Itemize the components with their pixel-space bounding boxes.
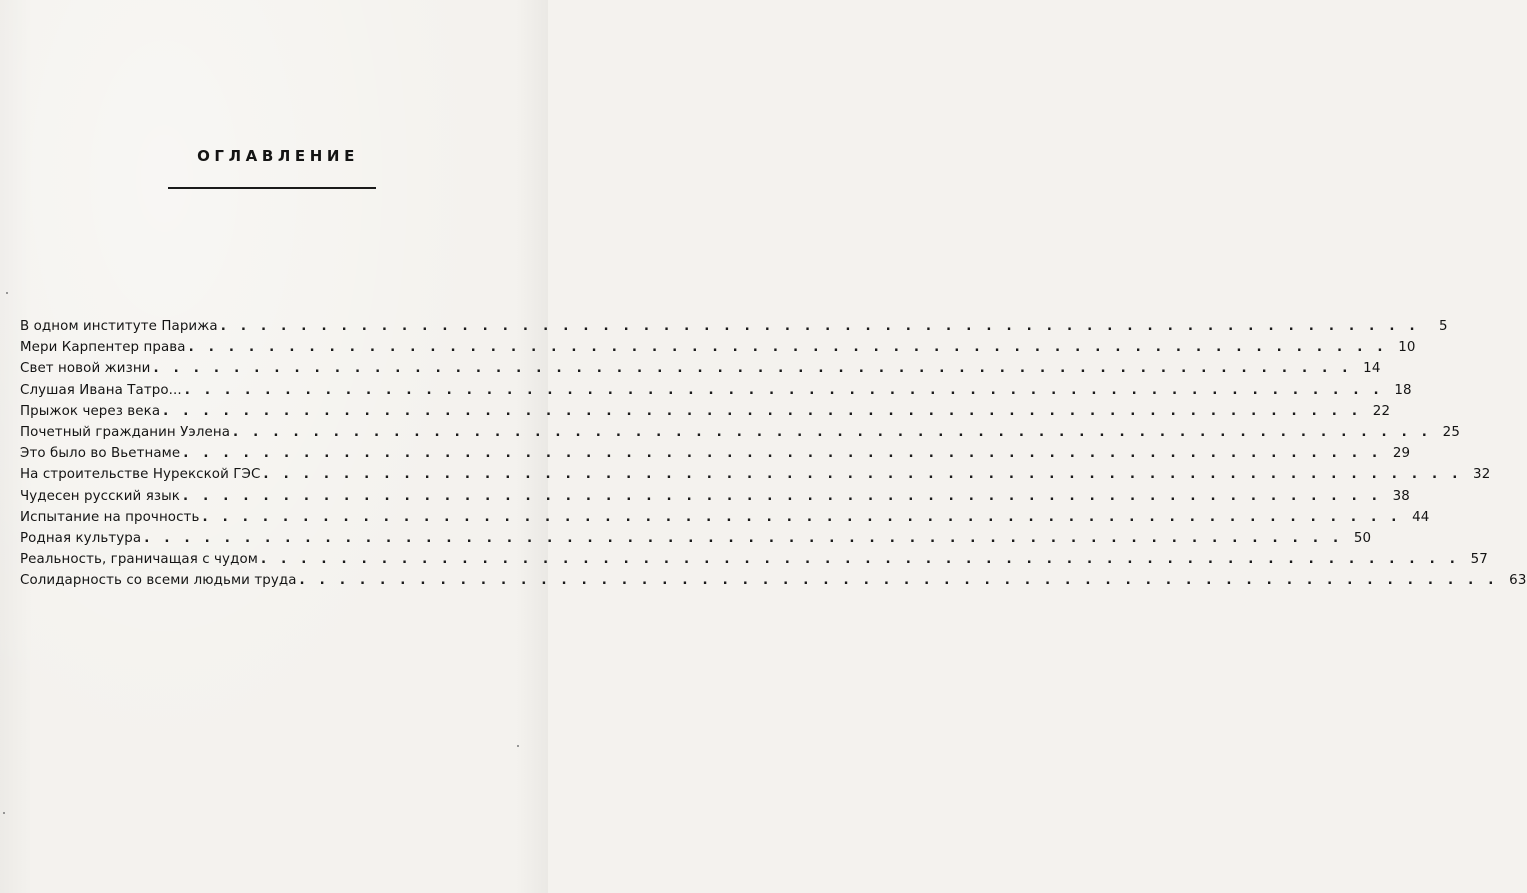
toc-entry-title: Родная культура xyxy=(20,530,142,546)
toc-entry-title: Чудесен русский язык xyxy=(20,488,180,504)
toc-entry-page-number: 14 xyxy=(1363,361,1381,377)
toc-entry xyxy=(20,443,1411,464)
toc-leader-dots: . . . . . . . . . . . . . . . . . . . . . . . . . . . . . . . . . . . . . . . . . . . . . . . . . . . . . . . . . . . . xyxy=(153,361,1353,377)
toc-entry-page-number: 10 xyxy=(1398,340,1416,356)
paper-speck xyxy=(517,745,519,747)
toc-entry xyxy=(20,358,1381,379)
toc-leader-dots: . . . . . . . . . . . . . . . . . . . . . . . . . . . . . . . . . . . . . . . . . . . . . . . . . . . . . . . . . . . . xyxy=(299,573,1499,589)
toc-entry-page-number: 29 xyxy=(1392,446,1411,462)
toc-entry xyxy=(20,570,1527,591)
toc-entry-title: Почетный гражданин Уэлена xyxy=(20,424,231,440)
toc-entry xyxy=(20,316,1448,337)
toc-entry-title: Солидарность со всеми людьми труда xyxy=(20,573,297,589)
toc-entry xyxy=(20,422,1461,443)
toc-entry-page-number: 5 xyxy=(1439,319,1448,334)
toc-entry-title: Слушая Ивана Татро... xyxy=(20,382,182,398)
toc-leader-dots: . . . . . . . . . . . . . . . . . . . . . . . . . . . . . . . . . . . . . . . . . . . . . . . . . . . . . . . . . . . . xyxy=(144,530,1344,546)
toc-entry-page-number: 50 xyxy=(1353,530,1372,546)
toc-entry xyxy=(20,549,1489,570)
toc-entry-page-number: 63 xyxy=(1509,573,1527,589)
toc-entry-page-number: 18 xyxy=(1394,382,1412,398)
toc-entry xyxy=(20,486,1411,507)
toc-leader-dots: . . . . . . . . . . . . . . . . . . . . . . . . . . . . . . . . . . . . . . . . . . . . . . . . . . . . . . . . . . . . xyxy=(263,467,1463,483)
toc-entry-title: В одном институте Парижа xyxy=(20,319,218,334)
table-of-contents xyxy=(20,316,1527,591)
toc-entry-title: Прыжок через века xyxy=(20,403,161,419)
toc-leader-dots: . . . . . . . . . . . . . . . . . . . . . . . . . . . . . . . . . . . . . . . . . . . . . . . . . . . . . . . . . . . . xyxy=(233,424,1433,440)
toc-leader-dots: . . . . . . . . . . . . . . . . . . . . . . . . . . . . . . . . . . . . . . . . . . . . . . . . . . . . . . . . . . . . xyxy=(182,488,1383,504)
toc-entry-title: Реальность, граничащая с чудом xyxy=(20,552,258,568)
page-title: ОГЛАВЛЕНИЕ xyxy=(197,147,359,165)
toc-leader-dots: . . . . . . . . . . . . . . . . . . . . . . . . . . . . . . . . . . . . . . . . . . . . . . . . . . . . . . . . . . . . xyxy=(184,382,1384,398)
toc-entry xyxy=(20,507,1430,528)
toc-entry-page-number: 38 xyxy=(1392,488,1411,504)
toc-leader-dots: . . . . . . . . . . . . . . . . . . . . . . . . . . . . . . . . . . . . . . . . . . . . . . . . . . . . . . . . . . . . xyxy=(183,446,1383,462)
toc-entry xyxy=(20,401,1391,422)
toc-entry-page-number: 25 xyxy=(1442,424,1461,440)
toc-entry xyxy=(20,337,1416,358)
toc-entry-title: Мери Карпентер права xyxy=(20,340,186,356)
toc-entry xyxy=(20,464,1491,485)
toc-leader-dots: . . . . . . . . . . . . . . . . . . . . . . . . . . . . . . . . . . . . . . . . . . . . . . . . . . . . . . . . . . . . xyxy=(260,552,1461,568)
paper-speck xyxy=(3,812,5,814)
toc-entry-page-number: 22 xyxy=(1372,403,1391,419)
toc-entry-page-number: 32 xyxy=(1473,467,1491,483)
paper-speck xyxy=(6,292,8,294)
toc-entry-page-number: 57 xyxy=(1470,552,1489,568)
toc-entry xyxy=(20,380,1412,401)
toc-entry-title: Это было во Вьетнаме xyxy=(20,446,181,462)
toc-leader-dots: . . . . . . . . . . . . . . . . . . . . . . . . . . . . . . . . . . . . . . . . . . . . . . . . . . . . . . . . . . . . xyxy=(220,319,1420,334)
toc-entry-title: Испытание на прочность xyxy=(20,509,200,525)
toc-entry-page-number: 44 xyxy=(1412,509,1430,525)
toc-entry-title: Свет новой жизни xyxy=(20,361,151,377)
toc-leader-dots: . . . . . . . . . . . . . . . . . . . . . . . . . . . . . . . . . . . . . . . . . . . . . . . . . . . . . . . . . . . . xyxy=(188,340,1388,356)
toc-leader-dots: . . . . . . . . . . . . . . . . . . . . . . . . . . . . . . . . . . . . . . . . . . . . . . . . . . . . . . . . . . . . xyxy=(202,509,1402,525)
title-underline xyxy=(168,187,376,189)
toc-entry xyxy=(20,528,1372,549)
toc-leader-dots: . . . . . . . . . . . . . . . . . . . . . . . . . . . . . . . . . . . . . . . . . . . . . . . . . . . . . . . . . . . . xyxy=(163,403,1363,419)
toc-entry-title: На строительстве Нурекской ГЭС xyxy=(20,467,261,483)
